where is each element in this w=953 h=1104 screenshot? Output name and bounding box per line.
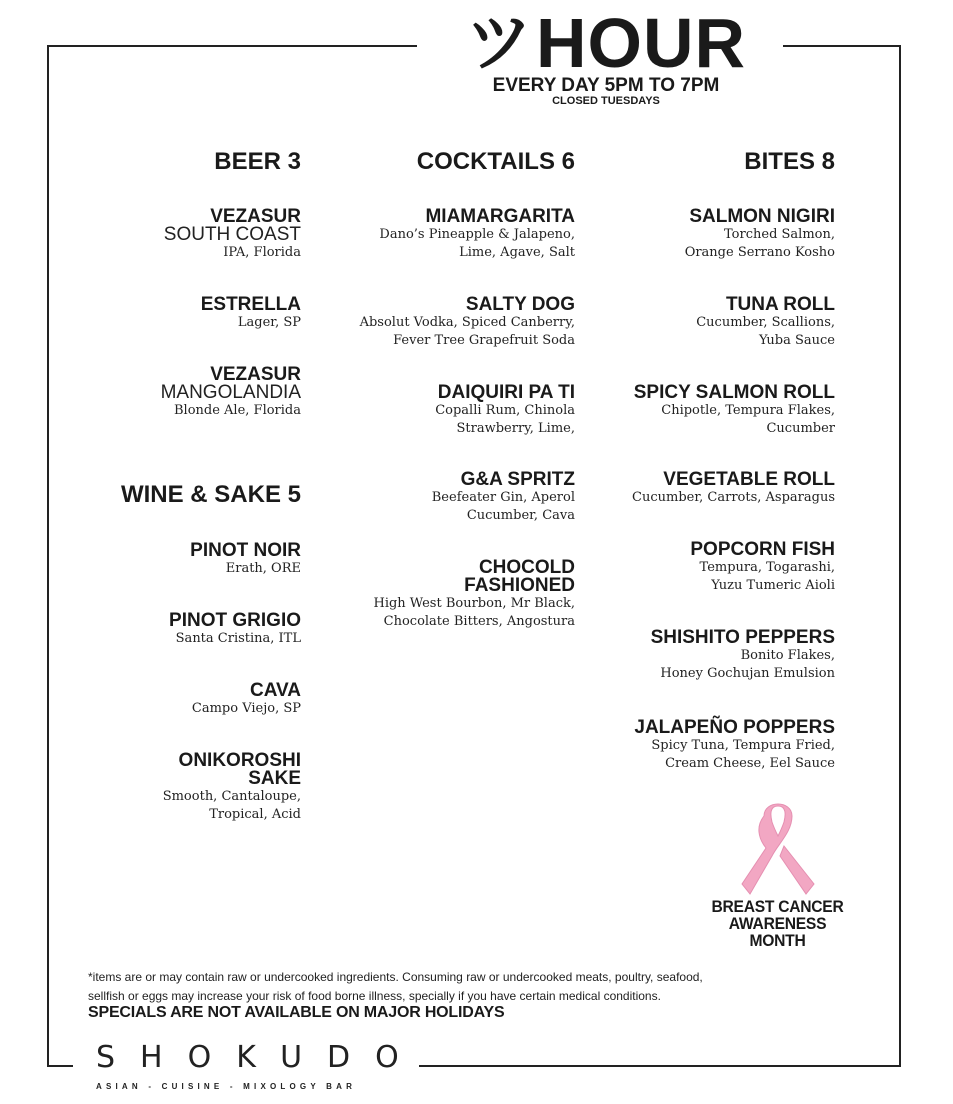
item-desc: Absolut Vodka, Spiced Canberry, [359,315,575,330]
item-desc: Campo Viejo, SP [191,701,301,716]
item-name: CAVA [249,680,301,701]
item-desc: Erath, ORE [225,561,301,576]
item-desc: Tempura, Togarashi, [699,560,835,575]
item-name-line2: FASHIONED [464,575,575,596]
awareness-line: AWARENESS [728,914,827,933]
cocktails-section [340,0,575,860]
item-name-line2: SAKE [248,768,301,789]
item-desc: Santa Cristina, ITL [175,631,301,646]
item-desc: Fever Tree Grapefruit Soda [393,332,575,348]
item-name: VEZASUR [210,206,301,227]
menu-item [435,384,575,437]
item-desc: Cucumber [766,420,835,436]
item-name: G&A SPRITZ [460,469,575,490]
menu-item [373,559,575,630]
item-name: VEGETABLE ROLL [663,469,835,490]
awareness-line: BREAST CANCER [711,897,844,916]
item-name: TUNA ROLL [725,294,835,315]
item-desc: Chipotle, Tempura Flakes, [661,403,835,418]
disclaimer-line: *items are or may contain raw or undercooked ingredients. Consuming raw or undercooked meats, poultry, seafood, [88,970,703,984]
wine-heading: WINE & SAKE 5 [120,481,301,508]
awareness-line: MONTH [749,931,806,950]
menu-item [190,542,301,578]
item-subname: SOUTH COAST [163,224,301,245]
cocktails-heading: COCKTAILS 6 [416,148,575,175]
item-name: SPICY SALMON ROLL [633,382,835,403]
schedule-text: EVERY DAY 5PM TO 7PM [492,75,720,96]
menu-item [634,719,835,772]
menu-item [169,612,301,648]
frame-bottom-left [47,1065,73,1067]
item-name: ONIKOROSHI [178,750,301,771]
bites-heading: BITES 8 [744,148,835,175]
item-desc: Yuba Sauce [758,332,835,348]
item-desc: Copalli Rum, Chinola [435,403,575,418]
menu-item [360,296,575,349]
item-name: PINOT GRIGIO [169,610,301,631]
item-desc: Cucumber, Carrots, Asparagus [632,490,835,505]
item-desc: Orange Serrano Kosho [684,244,835,260]
item-name: PINOT NOIR [190,540,301,561]
item-desc: Strawberry, Lime, [456,420,575,436]
beer-heading: BEER 3 [214,148,301,175]
menu-item [634,384,835,437]
bites-section [590,0,835,800]
item-desc: Cream Cheese, Eel Sauce [665,755,835,771]
menu-item [201,296,301,332]
awareness-text [706,898,849,949]
menu-item [432,471,575,524]
tsu-glyph-icon: ツ [465,4,532,81]
item-desc: Lime, Agave, Salt [459,244,575,260]
title-text: HOUR [535,4,747,82]
item-desc: High West Bourbon, Mr Black, [373,596,575,611]
item-name: SALTY DOG [465,294,575,315]
menu-item [163,752,301,823]
item-desc: Torched Salmon, [724,227,835,242]
disclaimer [88,968,703,1006]
disclaimer-line: sellfish or eggs may increase your risk of food borne illness, specially if you have certain medical conditions. [88,989,661,1003]
menu-item [632,471,835,507]
shokudo-logo: SHOKUDO [96,1040,424,1075]
frame-right [899,45,901,1067]
item-name: SALMON NIGIRI [689,206,835,227]
item-desc: Cucumber, Cava [466,507,575,523]
item-desc: IPA, Florida [223,245,301,260]
beer-section [60,0,301,860]
item-desc: Bonito Flakes, [740,648,835,663]
item-name: DAIQUIRI PA TI [437,382,575,403]
menu-item [685,208,835,261]
closed-text: CLOSED TUESDAYS [552,95,660,107]
item-name: VEZASUR [210,364,301,385]
item-desc: Tropical, Acid [209,806,301,822]
pink-ribbon-icon [738,798,818,898]
item-subname: MANGOLANDIA [160,382,301,403]
item-name: CHOCOLD [478,557,575,578]
item-name: JALAPEÑO POPPERS [634,717,835,738]
menu-item [161,366,301,420]
menu-item [651,629,835,682]
specials-notice: SPECIALS ARE NOT AVAILABLE ON MAJOR HOLIDAYS [88,1004,505,1021]
item-name: SHISHITO PEPPERS [650,627,835,648]
item-desc: Yuzu Tumeric Aioli [711,577,835,593]
item-name: MIAMARGARITA [425,206,575,227]
item-name: POPCORN FISH [690,539,835,560]
item-desc: Honey Gochujan Emulsion [660,665,835,681]
item-desc: Dano’s Pineapple & Jalapeno, [379,227,575,242]
menu-item [690,541,835,594]
menu-item [192,682,301,718]
item-desc: Cucumber, Scallions, [696,315,835,330]
item-desc: Blonde Ale, Florida [173,403,301,418]
item-desc: Chocolate Bitters, Angostura [383,613,575,629]
item-desc: Smooth, Cantaloupe, [162,789,301,804]
menu-item [379,208,575,261]
menu-item [696,296,835,349]
item-name: ESTRELLA [200,294,301,315]
frame-bottom-right [419,1065,901,1067]
logo-tagline: ASIAN - CUISINE - MIXOLOGY BAR [96,1082,357,1091]
item-desc: Lager, SP [237,315,301,330]
menu-item [164,208,301,262]
item-desc: Beefeater Gin, Aperol [431,490,575,505]
item-desc: Spicy Tuna, Tempura Fried, [651,738,835,753]
frame-left [47,45,49,1067]
